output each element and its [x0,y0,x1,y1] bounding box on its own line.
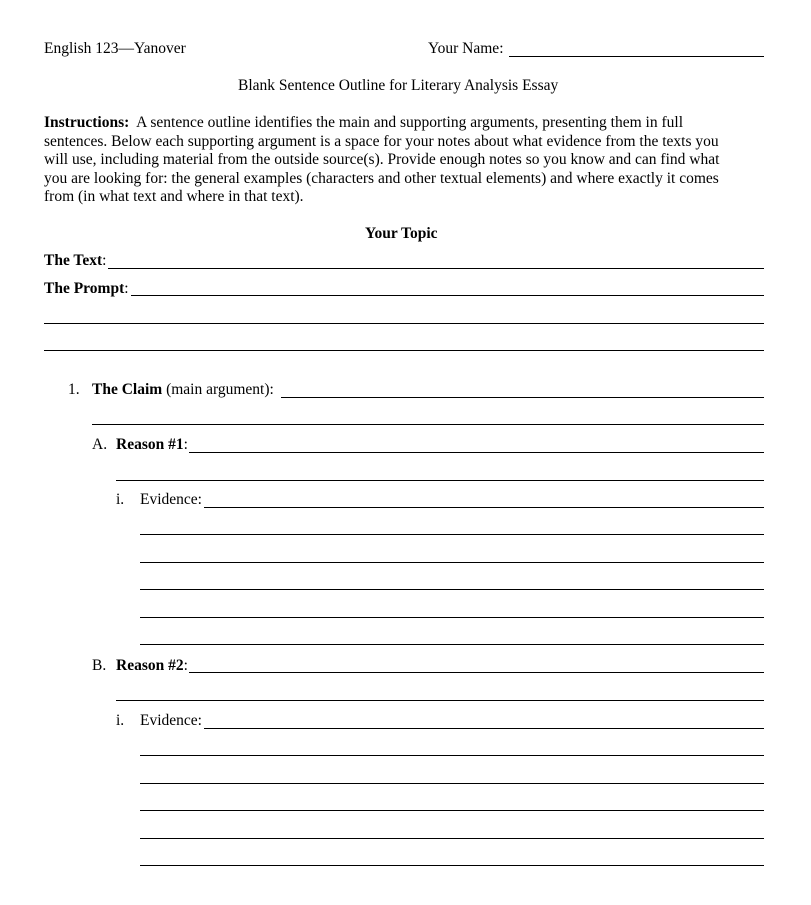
reason-1-evidence-continuation-line[interactable] [140,644,764,645]
reason-1-evidence-line[interactable] [204,507,764,508]
reason-2-evidence-number: i. [116,712,125,729]
reason-2-evidence-continuation-line[interactable] [140,865,764,866]
reason-1-evidence-continuation-line[interactable] [140,534,764,535]
text-field-line[interactable] [108,268,764,269]
claim-continuation-line[interactable] [92,424,764,425]
reason-1-label: Reason #1: [116,436,188,453]
reason-1-evidence-number: i. [116,491,125,508]
reason-2-line[interactable] [189,672,764,673]
course-title: English 123—Yanover [44,40,186,57]
claim-number: 1. [68,381,80,398]
your-name-line[interactable] [509,56,764,57]
topic-heading: Your Topic [365,225,438,242]
prompt-field-label: The Prompt: [44,280,129,297]
reason-2-evidence-continuation-line[interactable] [140,783,764,784]
instructions-label: Instructions: [44,114,130,131]
reason-1-continuation-line[interactable] [116,480,764,481]
prompt-continuation-line[interactable] [44,350,764,351]
reason-2-evidence-label: Evidence: [140,712,202,729]
text-field-label: The Text: [44,252,107,269]
instructions-line: from (in what text and where in that text). [44,188,304,206]
reason-1-evidence-continuation-line[interactable] [140,589,764,590]
instructions-line: you are looking for: the general examples (characters and other textual elements) and where exactly it comes [44,169,719,187]
reason-2-evidence-line[interactable] [204,728,764,729]
reason-2-letter: B. [92,657,107,674]
instructions-paragraph [44,114,769,207]
reason-1-evidence-continuation-line[interactable] [140,617,764,618]
claim-line[interactable] [281,397,764,398]
reason-1-letter: A. [92,436,108,453]
instructions-line: will use, including material from the outside source(s). Provide enough notes so you know and can find what [44,151,720,169]
reason-1-evidence-continuation-line[interactable] [140,562,764,563]
reason-2-continuation-line[interactable] [116,700,764,701]
instructions-line: A sentence outline identifies the main and supporting arguments, presenting them in full [136,114,684,131]
reason-2-evidence-continuation-line[interactable] [140,755,764,756]
reason-1-line[interactable] [189,452,764,453]
instructions-line: sentences. Below each supporting argument is a space for your notes about what evidence from the texts you [44,132,719,150]
reason-2-evidence-continuation-line[interactable] [140,838,764,839]
your-name-label: Your Name: [428,40,504,57]
prompt-continuation-line[interactable] [44,323,764,324]
reason-2-label: Reason #2: [116,657,188,674]
reason-1-evidence-label: Evidence: [140,491,202,508]
prompt-field-line[interactable] [131,295,764,296]
document-title: Blank Sentence Outline for Literary Analysis Essay [238,77,559,94]
reason-2-evidence-continuation-line[interactable] [140,810,764,811]
claim-label: The Claim (main argument): [92,381,274,398]
